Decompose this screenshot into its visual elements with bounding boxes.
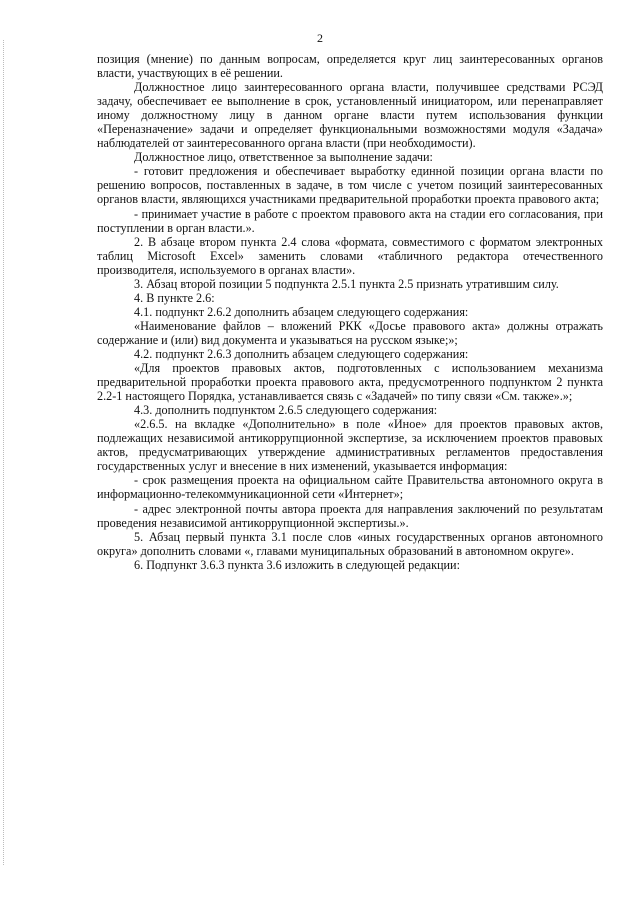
paragraph: 4.2. подпункт 2.6.3 дополнить абзацем следующего содержания: xyxy=(134,346,469,361)
paragraph: Должностное лицо заинтересованного органа власти, получившее средствами РСЭД задачу, обеспечивает ее выполнение в срок, установленный инициатором, или перенаправляет иному должностному лицу в данном органе власти путем использования функции «Переназначение» задачи и определяет функциональными возможностями модуля «Задача» наблюдателей от заинтересованного органа власти (при необходимости). xyxy=(97,80,603,151)
paragraph: 5. Абзац первый пункта 3.1 после слов «иных государственных органов автономного округа» дополнить словами «, главами муниципальных образований в автономном округе». xyxy=(97,529,603,558)
paragraph: 4.1. подпункт 2.6.2 дополнить абзацем следующего содержания: xyxy=(134,304,469,319)
paragraph: 3. Абзац второй позиции 5 подпункта 2.5.1 пункта 2.5 признать утратившим силу. xyxy=(134,276,559,291)
paragraph: 6. Подпункт 3.6.3 пункта 3.6 изложить в следующей редакции: xyxy=(134,557,460,572)
paragraph: «Наименование файлов – вложений РКК «Досье правового акта» должны отражать содержание и (или) вид документа и указываться на русском языке;»; xyxy=(97,318,603,347)
document-body xyxy=(97,52,603,572)
page-number: 2 xyxy=(317,31,323,45)
paragraph: - готовит предложения и обеспечивает выработку единной позиции органа власти по решению вопросов, поставленных в задаче, в том числе с учетом позиций заинтересованных органов власти, являющихся участниками предварительной проработки проекта правового акта; xyxy=(97,164,603,207)
paragraph: 2. В абзаце втором пункта 2.4 слова «формата, совместимого с форматом электронных таблиц Microsoft Excel» заменить словами «табличного редактора отечественного производителя, используемого в органах власти». xyxy=(97,234,603,277)
paragraph: - адрес электронной почты автора проекта для направления заключений по результатам проведения независимой антикоррупционной экспертизы.». xyxy=(97,501,603,530)
paragraph: - принимает участие в работе с проектом правового акта на стадии его согласования, при поступлении в орган власти.». xyxy=(97,206,603,235)
paragraph: 4. В пункте 2.6: xyxy=(134,290,215,305)
paragraph: «2.6.5. на вкладке «Дополнительно» в поле «Иное» для проектов правовых актов, подлежащих независимой антикоррупционной экспертизе, за исключением проектов правовых актов, предусматривающих утверждение административных регламентов предоставления государственных услуг и внесение в них изменений, указывается информация: xyxy=(97,417,603,474)
paragraph: - срок размещения проекта на официальном сайте Правительства автономного округа в информационно-телекоммуникационной сети «Интернет»; xyxy=(97,473,603,502)
paragraph: Должностное лицо, ответственное за выполнение задачи: xyxy=(134,150,433,165)
paragraph: позиция (мнение) по данным вопросам, определяется круг лиц заинтересованных органов власти, участвующих в её решении. xyxy=(97,52,603,81)
paragraph: 4.3. дополнить подпунктом 2.6.5 следующего содержания: xyxy=(134,403,438,418)
scan-edge-line xyxy=(3,40,4,865)
paragraph: «Для проектов правовых актов, подготовленных с использованием механизма предварительной проработки проекта правового акта, предусмотренного подпунктом 2 пункта 2.2-1 настоящего Порядка, устанавливается связь с «Задачей» по типу связи «См. также».»; xyxy=(97,361,603,404)
